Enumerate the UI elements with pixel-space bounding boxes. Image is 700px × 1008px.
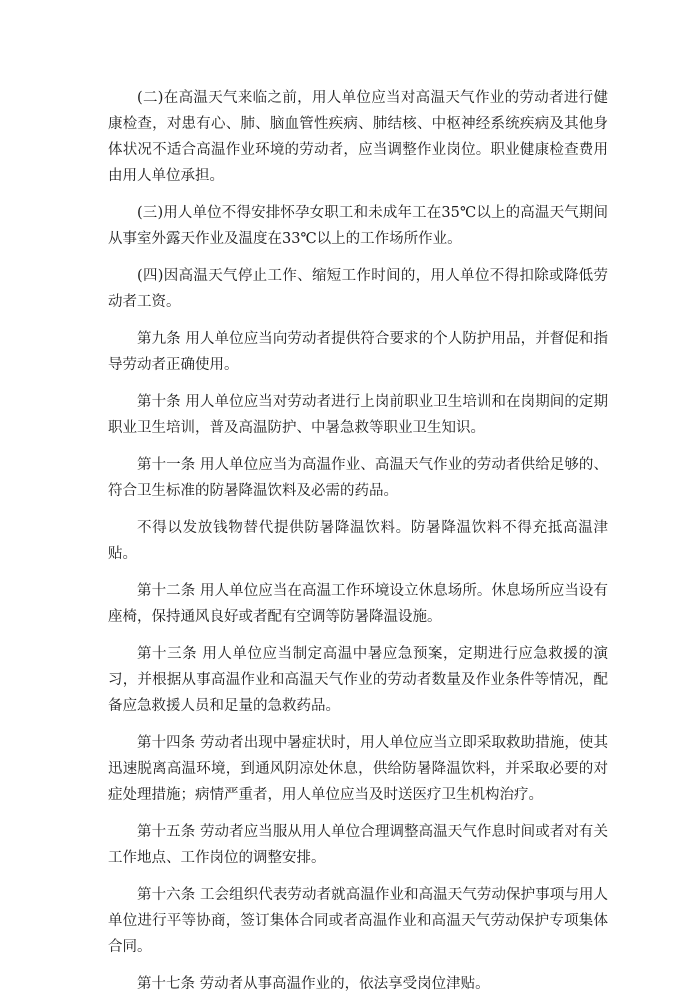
paragraph-article-14: 第十四条 劳动者出现中暑症状时，用人单位应当立即采取救助措施，使其迅速脱离高温环境，到通风阴凉处休息，供给防暑降温饮料，并采取必要的对症处理措施；病情严重者，用人单位应当及时送医疗卫生机构治疗。 (108, 735, 608, 803)
paragraph-clause-3: (三)用人单位不得安排怀孕女职工和未成年工在35℃以上的高温天气期间从事室外露天作业及温度在33℃以上的工作场所作业。 (108, 205, 608, 247)
document-body (108, 85, 608, 1008)
paragraph-clause-4: (四)因高温天气停止工作、缩短工作时间的，用人单位不得扣除或降低劳动者工资。 (108, 268, 608, 310)
paragraph-clause-2: (二)在高温天气来临之前，用人单位应当对高温天气作业的劳动者进行健康检查，对患有心、肺、脑血管性疾病、肺结核、中枢神经系统疾病及其他身体状况不适合高温作业环境的劳动者，应当调整作业岗位。职业健康检查费用由用人单位承担。 (108, 90, 608, 184)
paragraph-article-13: 第十三条 用人单位应当制定高温中暑应急预案，定期进行应急救援的演习，并根据从事高温作业和高温天气作业的劳动者数量及作业条件等情况，配备应急救援人员和足量的急救药品。 (108, 646, 608, 714)
paragraph-article-10: 第十条 用人单位应当对劳动者进行上岗前职业卫生培训和在岗期间的定期职业卫生培训，普及高温防护、中暑急救等职业卫生知识。 (108, 394, 608, 436)
paragraph-article-11-supplement: 不得以发放钱物替代提供防暑降温饮料。防暑降温饮料不得充抵高温津贴。 (108, 520, 608, 562)
paragraph-article-15: 第十五条 劳动者应当服从用人单位合理调整高温天气作息时间或者对有关工作地点、工作岗位的调整安排。 (108, 824, 608, 866)
paragraph-article-12: 第十二条 用人单位应当在高温工作环境设立休息场所。休息场所应当设有座椅，保持通风良好或者配有空调等防暑降温设施。 (108, 583, 608, 625)
paragraph-article-17: 第十七条 劳动者从事高温作业的，依法享受岗位津贴。 (137, 976, 490, 992)
paragraph-article-11: 第十一条 用人单位应当为高温作业、高温天气作业的劳动者供给足够的、符合卫生标准的防暑降温饮料及必需的药品。 (108, 457, 608, 499)
paragraph-article-9: 第九条 用人单位应当向劳动者提供符合要求的个人防护用品，并督促和指导劳动者正确使用。 (108, 331, 608, 373)
paragraph-article-16: 第十六条 工会组织代表劳动者就高温作业和高温天气劳动保护事项与用人单位进行平等协商，签订集体合同或者高温作业和高温天气劳动保护专项集体合同。 (108, 887, 608, 955)
